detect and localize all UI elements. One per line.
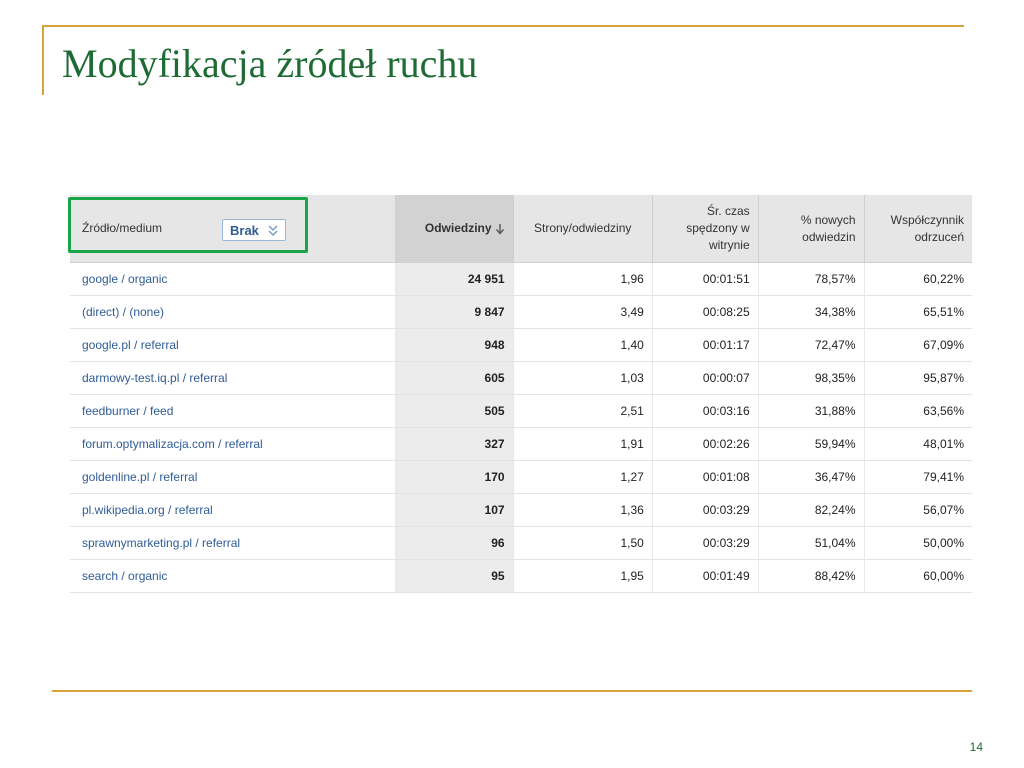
sort-descending-icon [495,223,505,235]
cell-bounce-rate: 95,87% [864,362,972,395]
cell-time: 00:03:29 [652,494,758,527]
cell-visits: 605 [395,362,513,395]
cell-visits: 9 847 [395,296,513,329]
cell-pages: 1,36 [513,494,652,527]
cell-source[interactable]: feedburner / feed [70,395,395,428]
cell-new-visits: 72,47% [758,329,864,362]
cell-bounce-rate: 50,00% [864,527,972,560]
column-header-new-visits[interactable]: % nowych odwiedzin [758,195,864,263]
column-header-bounce-rate[interactable]: Współczynnik odrzuceń [864,195,972,263]
cell-new-visits: 82,24% [758,494,864,527]
cell-source[interactable]: sprawnymarketing.pl / referral [70,527,395,560]
table-row [70,329,972,362]
cell-visits: 96 [395,527,513,560]
cell-source[interactable]: forum.optymalizacja.com / referral [70,428,395,461]
table-row [70,395,972,428]
cell-pages: 1,40 [513,329,652,362]
cell-new-visits: 98,35% [758,362,864,395]
column-header-time[interactable]: Śr. czas spędzony w witrynie [652,195,758,263]
table-row [70,527,972,560]
table-row [70,296,972,329]
table-row [70,428,972,461]
cell-bounce-rate: 79,41% [864,461,972,494]
cell-visits: 107 [395,494,513,527]
table-row [70,362,972,395]
cell-bounce-rate: 63,56% [864,395,972,428]
cell-bounce-rate: 56,07% [864,494,972,527]
table-row [70,263,972,296]
page-number: 14 [969,740,983,754]
cell-time: 00:01:49 [652,560,758,593]
cell-bounce-rate: 65,51% [864,296,972,329]
column-header-visits[interactable] [395,195,513,263]
cell-visits: 170 [395,461,513,494]
cell-new-visits: 51,04% [758,527,864,560]
cell-pages: 1,03 [513,362,652,395]
cell-time: 00:01:51 [652,263,758,296]
bottom-divider-line [52,690,972,692]
column-header-pages[interactable]: Strony/odwiedziny [513,195,652,263]
cell-pages: 1,50 [513,527,652,560]
cell-time: 00:00:07 [652,362,758,395]
cell-time: 00:08:25 [652,296,758,329]
cell-source[interactable]: search / organic [70,560,395,593]
cell-source[interactable]: darmowy-test.iq.pl / referral [70,362,395,395]
cell-bounce-rate: 60,00% [864,560,972,593]
cell-time: 00:02:26 [652,428,758,461]
cell-source[interactable]: goldenline.pl / referral [70,461,395,494]
cell-bounce-rate: 48,01% [864,428,972,461]
table-header-row [70,195,972,263]
cell-new-visits: 78,57% [758,263,864,296]
cell-pages: 1,27 [513,461,652,494]
traffic-sources-table [70,195,972,593]
double-chevron-down-icon [267,223,279,237]
cell-bounce-rate: 60,22% [864,263,972,296]
cell-time: 00:03:16 [652,395,758,428]
cell-pages: 1,95 [513,560,652,593]
slide-title: Modyfikacja źródeł ruchu [62,41,478,86]
cell-pages: 2,51 [513,395,652,428]
cell-time: 00:01:08 [652,461,758,494]
table-row [70,461,972,494]
cell-pages: 1,91 [513,428,652,461]
column-header-visits-label: Odwiedziny [424,221,492,235]
cell-visits: 95 [395,560,513,593]
table-row [70,560,972,593]
column-header-source[interactable] [70,195,395,263]
cell-new-visits: 34,38% [758,296,864,329]
table-row [70,494,972,527]
cell-time: 00:03:29 [652,527,758,560]
cell-visits: 948 [395,329,513,362]
cell-bounce-rate: 67,09% [864,329,972,362]
secondary-dimension-select[interactable] [222,219,286,241]
cell-new-visits: 31,88% [758,395,864,428]
cell-visits: 327 [395,428,513,461]
cell-source[interactable]: (direct) / (none) [70,296,395,329]
cell-pages: 1,96 [513,263,652,296]
cell-source[interactable]: pl.wikipedia.org / referral [70,494,395,527]
cell-new-visits: 88,42% [758,560,864,593]
column-header-source-label: Źródło/medium [82,221,163,235]
cell-time: 00:01:17 [652,329,758,362]
top-divider-line [42,25,964,27]
cell-source[interactable]: google / organic [70,263,395,296]
cell-visits: 24 951 [395,263,513,296]
cell-pages: 3,49 [513,296,652,329]
left-accent-bar [42,25,44,95]
secondary-dimension-value: Brak [230,222,259,238]
cell-visits: 505 [395,395,513,428]
cell-source[interactable]: google.pl / referral [70,329,395,362]
cell-new-visits: 36,47% [758,461,864,494]
cell-new-visits: 59,94% [758,428,864,461]
